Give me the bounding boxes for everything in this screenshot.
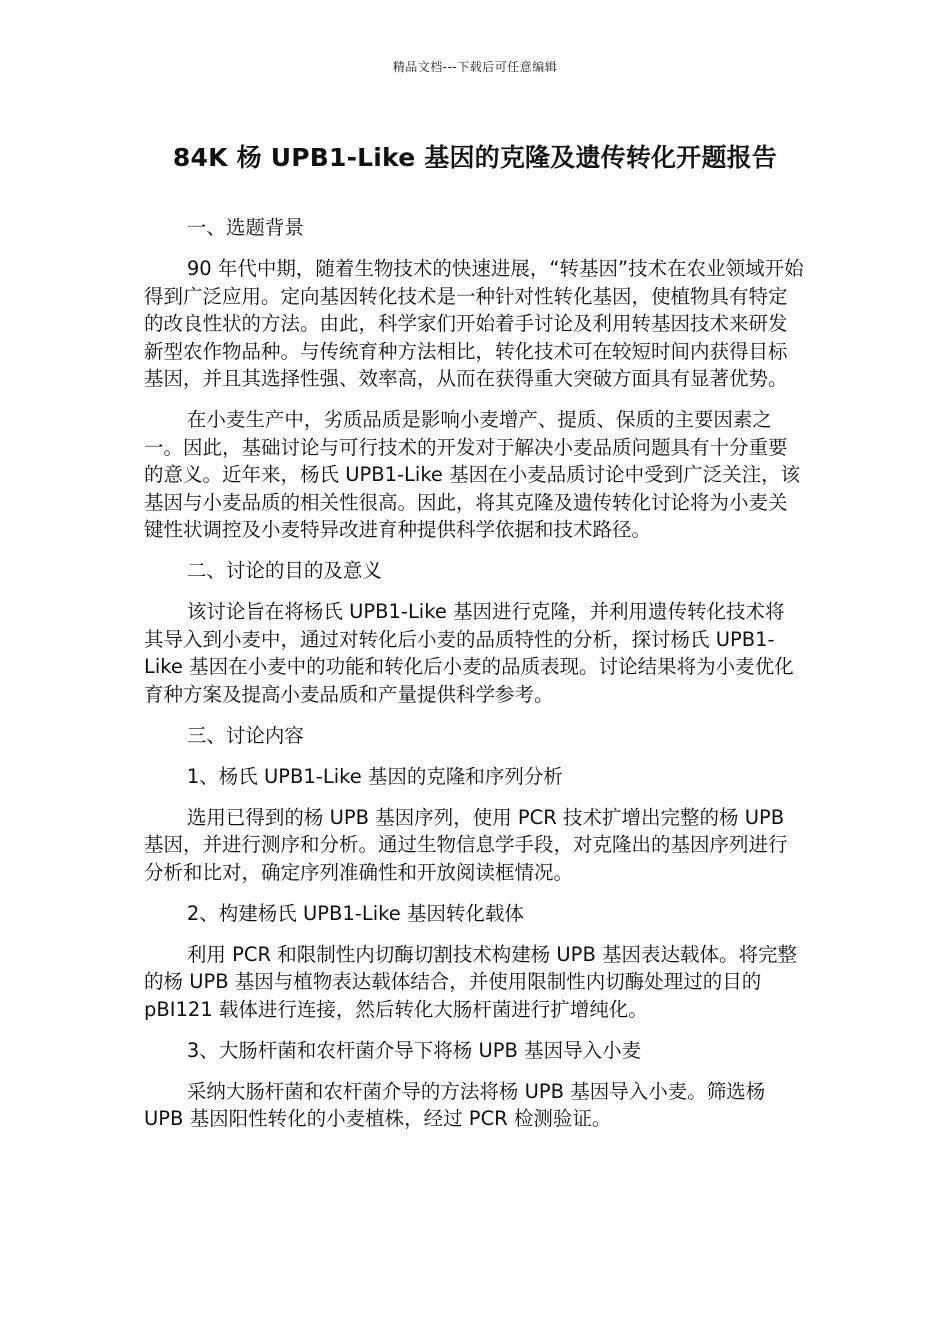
document-body [144, 214, 804, 1146]
subsection-heading-transfer: 3、大肠杆菌和农杆菌介导下将杨 UPB 基因导入小麦 [186, 1038, 642, 1062]
paragraph-transfer: 采纳大肠杆菌和农杆菌介导的方法将杨 UPB 基因导入小麦。筛选杨 UPB 基因阳性转化的小麦植株，经过 PCR 检测验证。 [144, 1079, 766, 1130]
subsection-heading-cloning: 1、杨氏 UPB1-Like 基因的克隆和序列分析 [186, 764, 563, 788]
section-heading-purpose: 二、讨论的目的及意义 [186, 559, 382, 582]
paragraph-background-1: 90 年代中期，随着生物技术的快速进展，“转基因”技术在农业领域开始得到广泛应用。定向基因转化技术是一种针对性转化基因，使植物具有特定的改良性状的方法。由此，科学家们开始着手讨论及利用转基因技术来研发新型农作物品种。与传统育种方法相比，转化技术可在较短时间内获得目标基因，并且其选择性强、效率高，从而在获得重大突破方面具有显著优势。 [144, 257, 804, 390]
paragraph-vector: 利用 PCR 和限制性内切酶切割技术构建杨 UPB 基因表达载体。将完整的杨 UPB 基因与植物表达载体结合，并使用限制性内切酶处理过的目的 pBI121 载体进行连接，然后转化大肠杆菌进行扩增纯化。 [144, 942, 798, 1021]
section-heading-content: 三、讨论内容 [186, 723, 304, 747]
section-heading-background: 一、选题背景 [186, 216, 304, 239]
page-header-note: 精品文档---下载后可任意编辑 [392, 60, 558, 74]
subsection-heading-vector: 2、构建杨氏 UPB1-Like 基因转化载体 [186, 901, 524, 925]
document-title: 84K 杨 UPB1-Like 基因的克隆及遗传转化开题报告 [172, 143, 778, 172]
paragraph-background-2: 在小麦生产中，劣质品质是影响小麦增产、提质、保质的主要因素之一。因此，基础讨论与可行技术的开发对于解决小麦品质问题具有十分重要的意义。近年来，杨氏 UPB1-Like 基因在小麦品质讨论中受到广泛关注，该基因与小麦品质的相关性很高。因此，将其克隆及遗传转化讨论将为小麦关键性状调控及小麦特异改进育种提供科学依据和技术路径。 [144, 408, 801, 541]
paragraph-purpose: 该讨论旨在将杨氏 UPB1-Like 基因进行克隆，并利用遗传转化技术将其导入到小麦中，通过对转化后小麦的品质特性的分析，探讨杨氏 UPB1-Like 基因在小麦中的功能和转化后小麦的品质表现。讨论结果将为小麦优化育种方案及提高小麦品质和产量提供科学参考。 [144, 600, 794, 706]
paragraph-cloning: 选用已得到的杨 UPB 基因序列，使用 PCR 技术扩增出完整的杨 UPB 基因，并进行测序和分析。通过生物信息学手段，对克隆出的基因序列进行分析和比对，确定序列准确性和开放阅读框情况。 [144, 805, 788, 884]
